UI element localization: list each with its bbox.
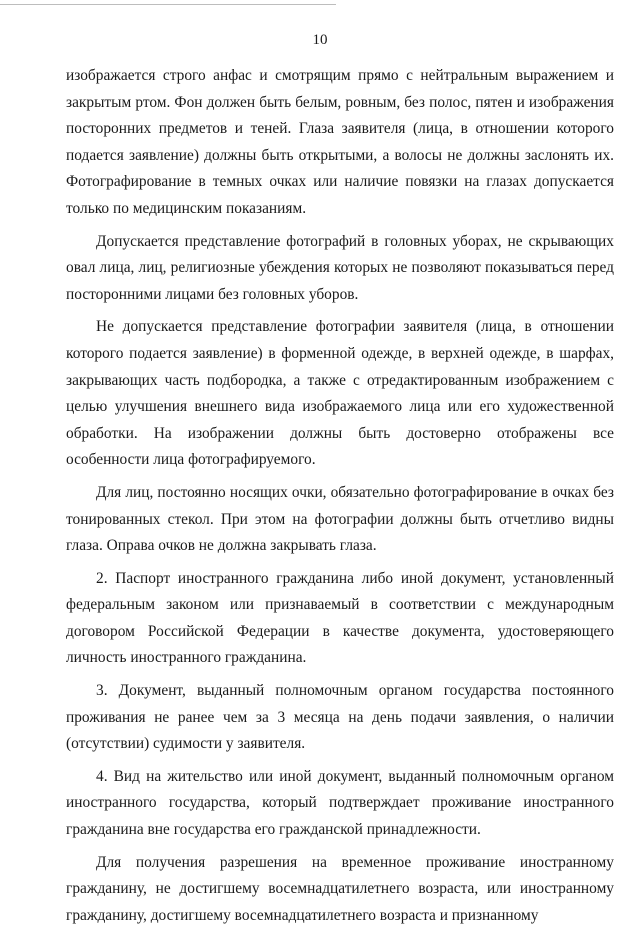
paragraph-photo-requirements: изображается строго анфас и смотрящим прямо с нейтральным выражением и закрытым ртом. Фон должен быть белым, ровным, без полос, пятен и изображения посторонних предметов и теней. Глаза заявителя (лица, в отношении которого подается заявление) должны быть открытыми, а волосы не должны заслонять их. Фотографирование в темных очках или наличие повязки на глазах допускается только по медицинским показаниям.: [66, 67, 614, 217]
paragraph-prohibited-photos: Не допускается представление фотографии заявителя (лица, в отношении которого подается заявление) в форменной одежде, в верхней одежде, в шарфах, закрывающих часть подбородка, а также с отредактированным изображением с целью улучшения внешнего вида изображаемого лица или его художественной обработки. На изображении должны быть достоверно отображены все особенности лица фотографируемого.: [66, 318, 614, 469]
paragraph-item-3: 3. Документ, выданный полномочным органом государства постоянного проживания не ранее чем за 3 месяца на день подачи заявления, о наличии (отсутствии) судимости у заявителя.: [66, 682, 614, 753]
page-number: 10: [312, 32, 328, 48]
paragraph-item-2: 2. Паспорт иностранного гражданина либо иной документ, установленный федеральным законом или признаваемый в соответствии с международным договором Российской Федерации в качестве документа, удостоверяющего личность иностранного гражданина.: [66, 569, 614, 667]
paragraph-minors: Для получения разрешения на временное проживание иностранному гражданину, не достигшему восемнадцатилетнего возраста, или иностранному гражданину, достигшему восемнадцатилетнего возраста и признанному: [66, 853, 614, 924]
top-rule: [0, 4, 336, 5]
document-body: [66, 63, 614, 935]
paragraph-headwear: Допускается представление фотографий в головных уборах, не скрывающих овал лица, лиц, религиозные убеждения которых не позволяют показываться перед посторонними лицами без головных уборов.: [66, 232, 614, 303]
paragraph-glasses: Для лиц, постоянно носящих очки, обязательно фотографирование в очках без тонированных стекол. При этом на фотографии должны быть отчетливо видны глаза. Оправа очков не должна закрывать глаза.: [66, 483, 614, 555]
paragraph-item-4: 4. Вид на жительство или иной документ, выданный полномочным органом иностранного государства, который подтверждает проживание иностранного гражданина вне государства его гражданской принадлежности.: [66, 767, 614, 839]
